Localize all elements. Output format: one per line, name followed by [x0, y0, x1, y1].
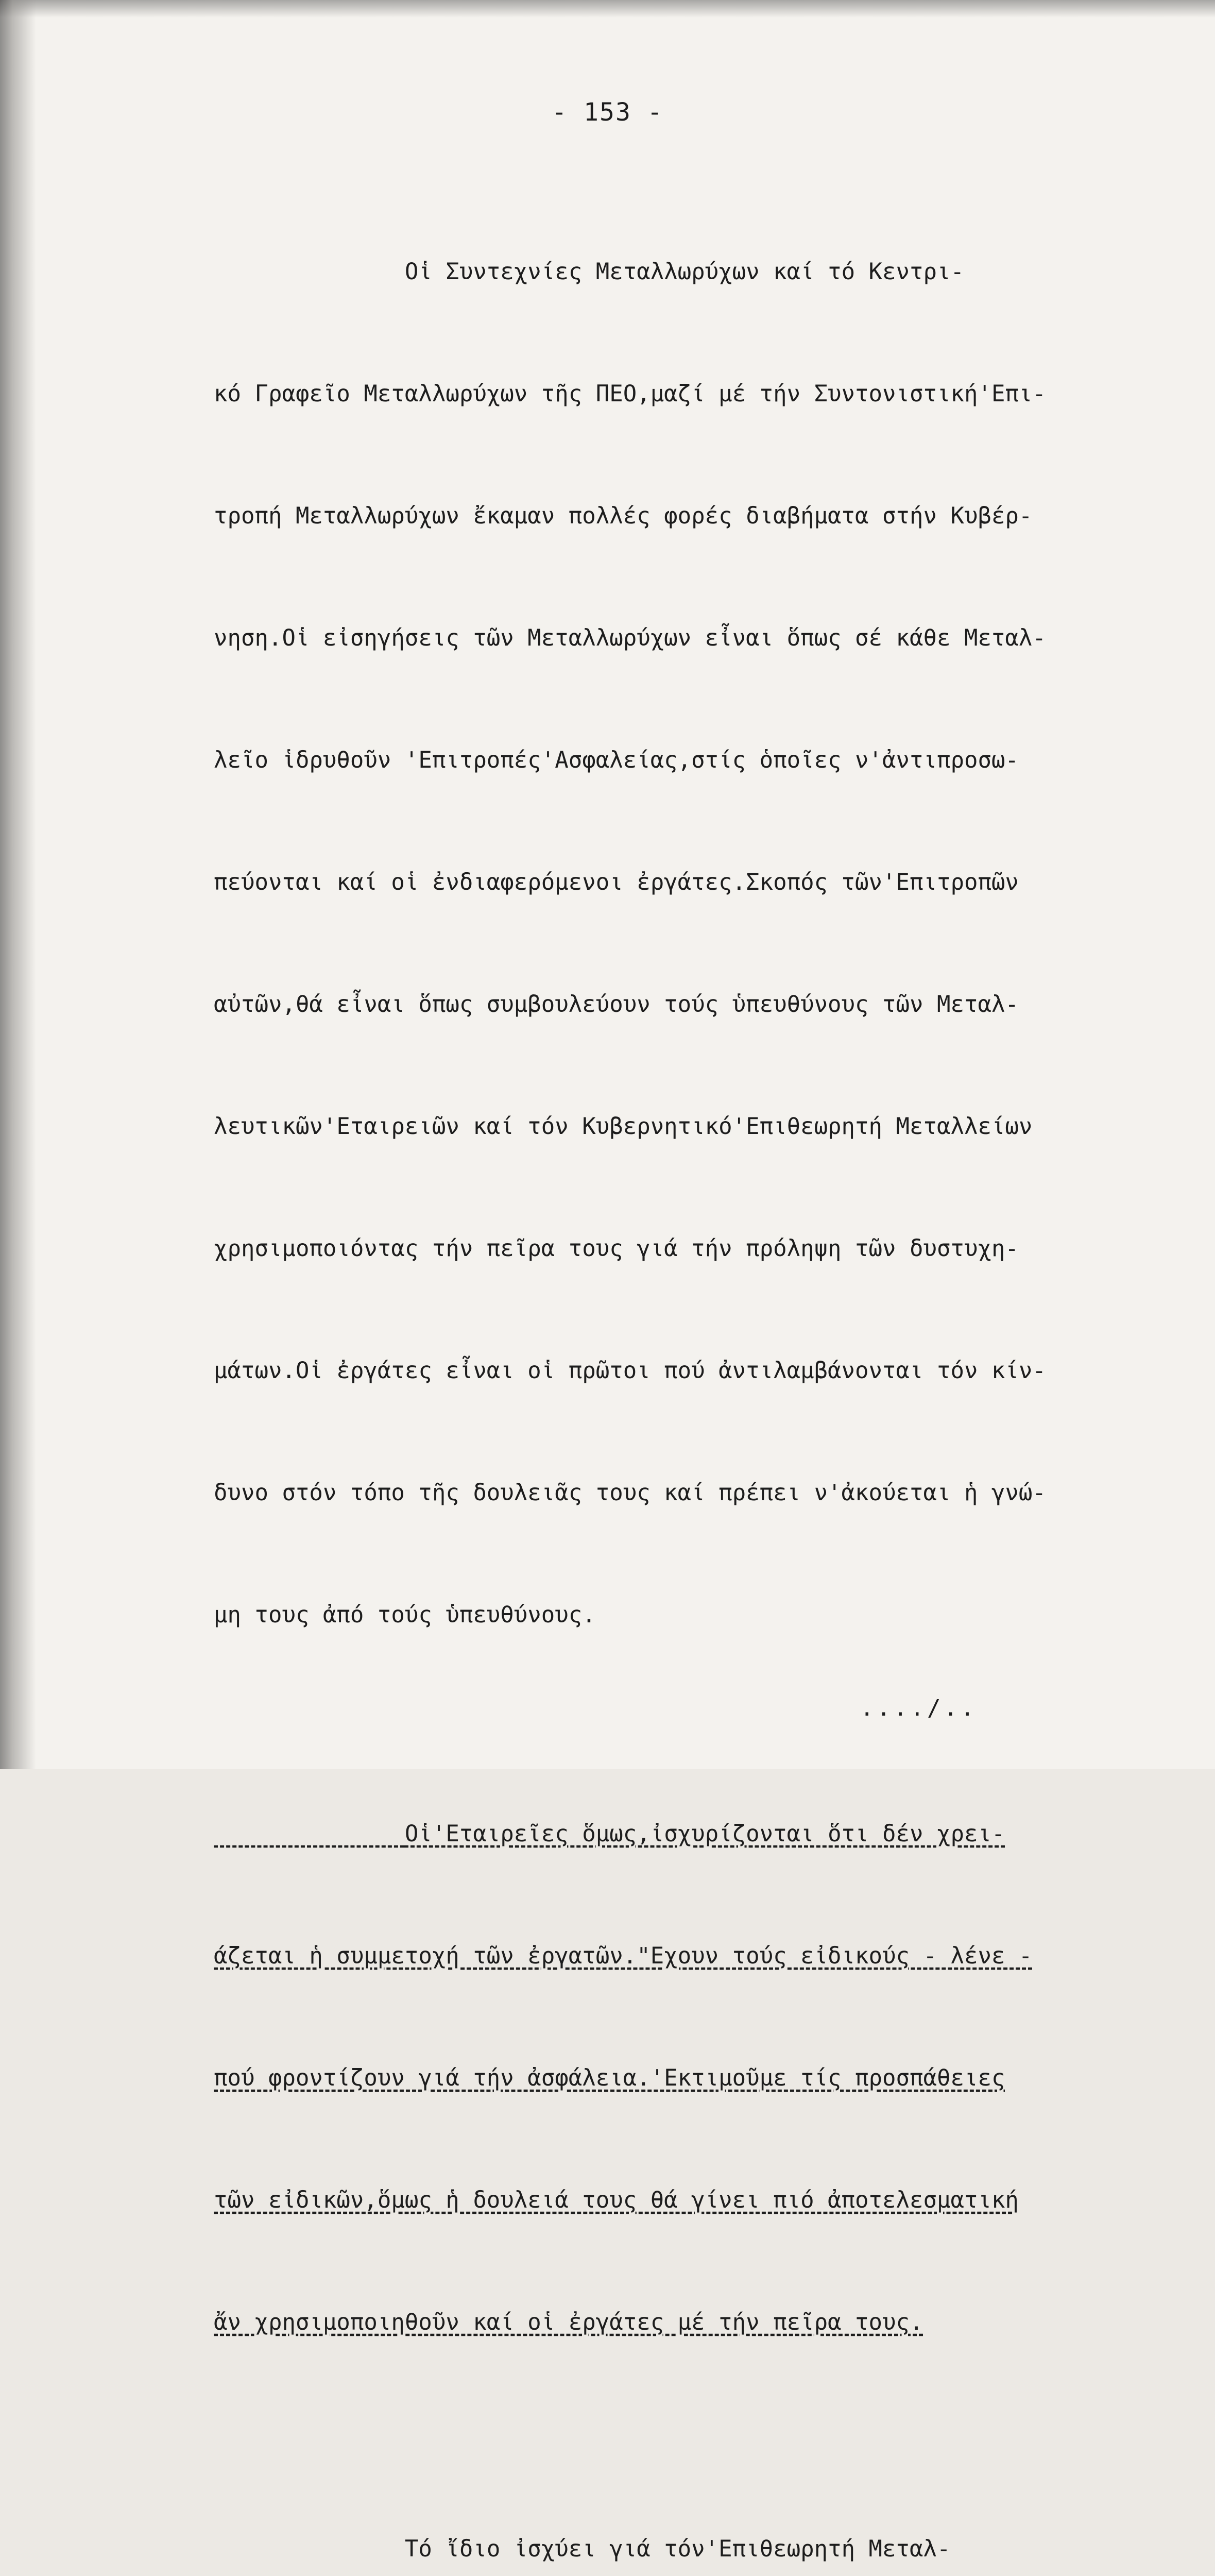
text-line: λευτικῶν'Εταιρειῶν καί τόν Κυβερνητικό'Επιθεωρητή Μεταλλείων — [214, 1113, 1033, 1140]
text-line: άζεται ἡ συμμετοχή τῶν ἐργατῶν."Εχουν τούς εἰδικούς - λένε - — [214, 1943, 1033, 1969]
text-line: αὐτῶν,θά εἶναι ὅπως συμβουλεύουν τούς ὑπευθύνους τῶν Μεταλ- — [214, 991, 1019, 1018]
page-number: - 153 - — [552, 98, 663, 127]
text-line: ἄν χρησιμοποιηθοῦν καί οἱ ἐργάτες μέ τήν πεῖρα τους. — [214, 2309, 923, 2335]
paragraph-1 — [214, 170, 1182, 1717]
scan-edge-top — [0, 0, 1215, 18]
text-line: τῶν εἰδικῶν,ὅμως ἡ δουλειά τους θά γίνει πιό ἀποτελεσματική — [214, 2187, 1019, 2213]
text-line: πού φροντίζουν γιά τήν ἀσφάλεια.'Εκτιμοῦμε τίς προσπάθειες — [214, 2065, 1005, 2091]
text-line: τροπή Μεταλλωρύχων ἔκαμαν πολλές φορές διαβήματα στήν Κυβέρ- — [214, 503, 1033, 529]
text-line: Οἱ'Εταιρεῖες ὅμως,ἰσχυρίζονται ὅτι δέν χρει- — [214, 1821, 1005, 1847]
text-line: λεῖο ἱδρυθοῦν 'Επιτροπές'Ασφαλείας,στίς ὁποῖες ν'ἀντιπροσω- — [214, 747, 1019, 773]
text-line: χρησιμοποιόντας τήν πεῖρα τους γιά τήν πρόληψη τῶν δυστυχη- — [214, 1235, 1019, 1262]
text-line: Οἱ Συντεχνίες Μεταλλωρύχων καί τό Κεντρι- — [214, 259, 964, 285]
text-line: δυνο στόν τόπο τῆς δουλειᾶς τους καί πρέπει ν'ἀκούεται ἡ γνώ- — [214, 1480, 1046, 1506]
text-line: νηση.Οἱ εἰσηγήσεις τῶν Μεταλλωρύχων εἶναι ὅπως σέ κάθε Μεταλ- — [214, 625, 1046, 651]
continuation-mark: ..../.. — [860, 1695, 978, 1721]
paragraph-2-underlined — [214, 1732, 1182, 2424]
text-line: πεύονται καί οἱ ἐνδιαφερόμενοι ἐργάτες.Σκοπός τῶν'Επιτροπῶν — [214, 869, 1019, 895]
body-text — [214, 170, 1182, 2576]
text-line: Τό ἴδιο ἰσχύει γιά τόν'Επιθεωρητή Μεταλ- — [214, 2536, 951, 2562]
text-line: κό Γραφεῖο Μεταλλωρύχων τῆς ΠΕΟ,μαζί μέ τήν Συντονιστική'Επι- — [214, 381, 1046, 407]
paragraph-3 — [214, 2447, 1182, 2576]
text-line: μη τους ἀπό τούς ὑπευθύνους. — [214, 1602, 596, 1628]
text-line: μάτων.Οἱ ἐργάτες εἶναι οἱ πρῶτοι πού ἀντιλαμβάνονται τόν κίν- — [214, 1358, 1046, 1384]
scan-edge-left — [0, 0, 36, 1769]
